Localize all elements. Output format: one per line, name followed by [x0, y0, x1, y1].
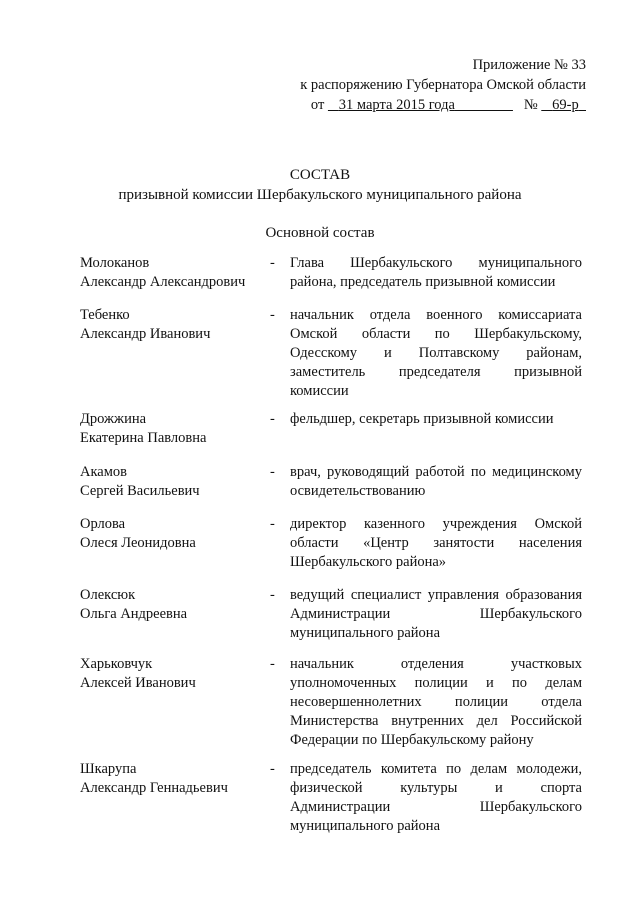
document-subtitle: призывной комиссии Шербакульского муниципального района — [118, 187, 522, 203]
date-prefix: от — [310, 97, 325, 113]
order-date: 31 марта 2015 года — [338, 97, 455, 113]
member-name: Олексюк Ольга Андреевна — [80, 587, 188, 622]
member-role: фельдшер, секретарь призывной комиссии — [290, 411, 554, 427]
number-prefix: № — [523, 97, 538, 113]
member-name: Харьковчук Алексей Иванович — [80, 656, 196, 691]
member-name: Молоканов Александр Александрович — [80, 255, 246, 290]
appendix-number: Приложение № 33 — [472, 57, 586, 73]
document-title: СОСТАВ — [289, 167, 351, 183]
date-number-line — [286, 95, 586, 115]
document-header — [286, 55, 586, 115]
member-role: председатель комитета по делам молодежи, физической культуры и спорта Администрации Шербакульского муниципального района — [290, 761, 582, 834]
dash: - — [270, 516, 275, 532]
section-heading: Основной состав — [265, 225, 375, 241]
member-role: начальник отдела военного комиссариата Омской области по Шербакульскому, Одесскому и Полтавскому районам, заместитель председателя призывной комиссии — [290, 307, 582, 399]
dash: - — [270, 411, 275, 427]
member-name: Шкарупа Александр Геннадьевич — [80, 761, 228, 796]
member-role: ведущий специалист управления образования Администрации Шербакульского муниципального района — [290, 587, 582, 641]
member-role: врач, руководящий работой по медицинскому освидетельствованию — [290, 464, 582, 499]
order-number: 69-р — [552, 97, 579, 113]
member-name: Тебенко Александр Иванович — [80, 307, 211, 342]
member-role: начальник отделения участковых уполномоченных полиции и по делам несовершеннолетних полиции отдела Министерства внутренних дел Российской Федерации по Шербакульскому району — [290, 656, 582, 748]
order-reference: к распоряжению Губернатора Омской области — [300, 77, 586, 93]
dash: - — [270, 255, 275, 271]
member-name: Акамов Сергей Васильевич — [80, 464, 200, 499]
member-name: Орлова Олеся Леонидовна — [80, 516, 196, 551]
member-role: директор казенного учреждения Омской области «Центр занятости населения Шербакульского района» — [290, 516, 582, 570]
dash: - — [270, 307, 275, 323]
member-role: Глава Шербакульского муниципального района, председатель призывной комиссии — [290, 255, 582, 290]
dash: - — [270, 464, 275, 480]
dash: - — [270, 761, 275, 777]
dash: - — [270, 656, 275, 672]
member-name: Дрожжина Екатерина Павловна — [80, 411, 207, 446]
dash: - — [270, 587, 275, 603]
